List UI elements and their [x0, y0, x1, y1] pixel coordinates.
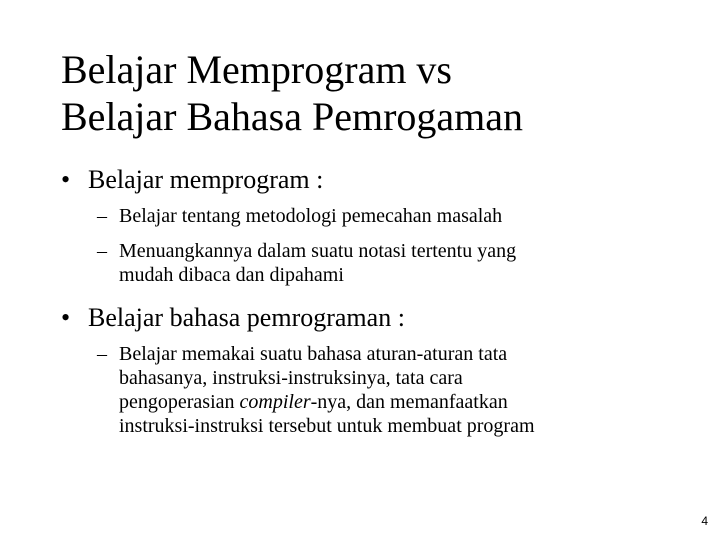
slide-title [61, 46, 701, 140]
subitem-line: Menuangkannya dalam suatu notasi tertentu yang [119, 240, 517, 262]
title-line-2: Belajar Bahasa Pemrogaman [61, 94, 524, 139]
subitem-line: Belajar tentang metodologi pemecahan masalah [119, 205, 503, 227]
subitem-line: bahasanya, instruksi-instruksinya, tata cara [119, 367, 463, 389]
subitem-marker: – [97, 240, 107, 262]
bullet-text: Belajar bahasa pemrograman : [88, 303, 405, 332]
subitem-marker: – [97, 205, 107, 227]
text-segment: -nya, dan memanfaatkan [310, 391, 508, 413]
subitem-line [119, 390, 689, 414]
bullet-text: Belajar memprogram : [88, 165, 324, 194]
title-line-1: Belajar Memprogram vs [61, 47, 452, 92]
page-number: 4 [701, 514, 708, 528]
subitem-text [119, 342, 689, 438]
subitem-line: instruksi-instruksi tersebut untuk membuat program [119, 415, 535, 437]
text-segment: pengoperasian [119, 391, 240, 413]
subitem-text [119, 204, 689, 228]
subitem-marker: – [97, 343, 107, 365]
subitem-line: Belajar memakai suatu bahasa aturan-aturan tata [119, 343, 508, 365]
bullet-marker: • [61, 303, 71, 332]
bullet-marker: • [61, 165, 71, 194]
subitem-line: mudah dibaca dan dipahami [119, 264, 344, 286]
subitem-text [119, 239, 689, 287]
compiler-term: compiler [239, 391, 311, 413]
